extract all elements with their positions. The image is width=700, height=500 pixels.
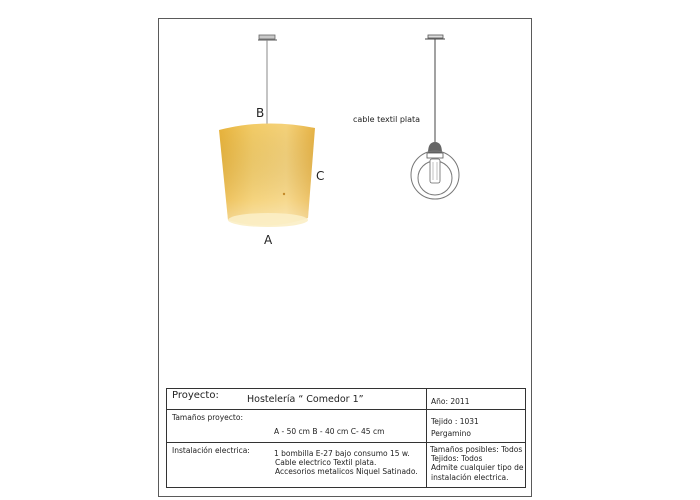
project-year: Año: 2011 — [431, 397, 470, 406]
column-divider — [426, 389, 427, 487]
fabric-code: Tejido : 1031 — [431, 417, 479, 426]
project-name: Hostelería “ Comedor 1” — [247, 394, 364, 405]
dimension-label-a: A — [264, 233, 273, 247]
sizes-label: Tamaños proyecto: — [172, 413, 243, 422]
spec-row-project — [167, 389, 525, 410]
pendant-lamp-photo — [219, 35, 315, 227]
dimension-label-c: C — [316, 169, 325, 183]
electrical-line: Accesorios metalicos Niquel Satinado. — [275, 467, 418, 476]
spec-row-sizes — [167, 410, 525, 443]
socket-ring — [427, 153, 443, 158]
spec-table — [166, 388, 526, 488]
notes-line: Tejidos: Todos — [431, 454, 483, 463]
fabric-name: Pergamino — [431, 429, 471, 438]
dimension-label-b: B — [256, 106, 265, 120]
project-label: Proyecto: — [172, 390, 219, 401]
ceiling-rose-right — [428, 35, 443, 38]
sizes-value: A - 50 cm B - 40 cm C- 45 cm — [274, 427, 385, 436]
shade-mark — [283, 193, 285, 195]
notes-line: Tamaños posibles: Todos — [430, 445, 523, 454]
electrical-line: 1 bombilla E-27 bajo consumo 15 w. — [274, 449, 410, 458]
bulb — [430, 159, 440, 183]
shade-opening — [228, 213, 308, 227]
notes-line: Admite cualquier tipo de — [431, 463, 524, 472]
electrical-line: Cable electrico Textil plata. — [275, 458, 377, 467]
shade-shading — [219, 123, 315, 225]
notes-line: instalación electrica. — [431, 473, 509, 482]
cable-label: cable textil plata — [353, 115, 421, 124]
ceiling-rose-left — [259, 35, 275, 39]
spec-row-electrical — [167, 443, 525, 487]
electrical-label: Instalación electrica: — [172, 446, 250, 455]
